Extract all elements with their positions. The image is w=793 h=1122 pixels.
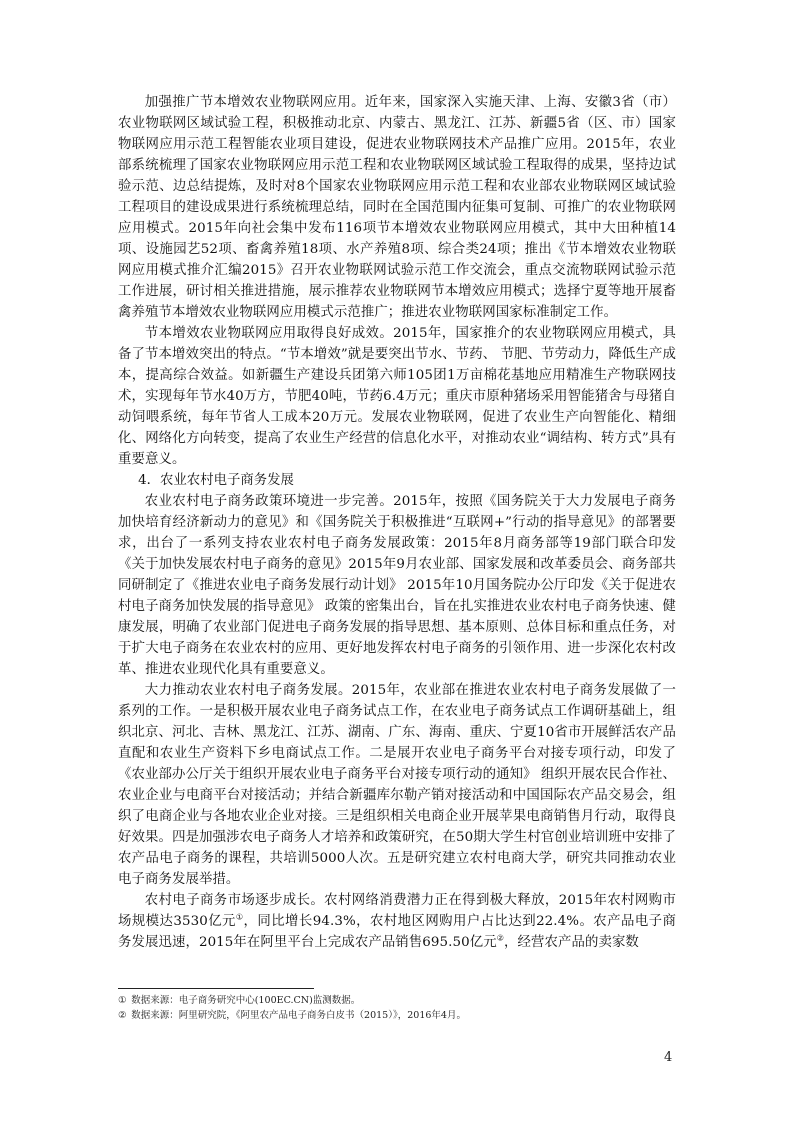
footnotes [118, 988, 676, 1023]
footnote-mark-2: ② [118, 1010, 127, 1021]
paragraph-iot-results: 节本增效农业物联网应用取得良好成效。2015年，国家推介的农业物联网应用模式，具备了节本增效突出的特点。“节本增效”就是要突出节水、节药、 节肥、节劳动力，降低生产成本，提高综合效益。如新疆生产建设兵团第六师105团1万亩棉花基地应用精准生产物联网技术，实现每年节水40万方，节肥40吨，节药6.4万元；重庆市原种猪场采用智能猪舍与母猪自动饲喂系统，每年节省人工成本20万元。发展农业物联网，促进了农业生产向智能化、精细化、网络化方向转变，提高了农业生产经营的信息化水平，对推动农业“调结构、转方式”具有重要意义。 [118, 326, 676, 467]
paragraph-ecommerce-policy: 农业农村电子商务政策环境进一步完善。2015年，按照《国务院关于大力发展电子商务加快培育经济新动力的意见》和《国务院关于积极推进“互联网+”行动的指导意见》的部署要求，出台了一系列支持农业农村电子商务发展政策：2015年8月商务部等19部门联合印发《关于加快发展农村电子商务的意见》2015年9月农业部、国家发展和改革委员会、商务部共同研制定了《推进农业电子商务发展行动计划》 2015年10月国务院办公厅印发《关于促进农村电子商务加快发展的指导意见》 政策的密集出台，旨在扎实推进农业农村电子商务快速、健康发展，明确了农业部门促进电子商务发展的指导思想、基本原则、总体目标和重点任务，对于扩大电子商务在农业农村的应用、更好地发挥农村电子商务的引领作用、进一步深化农村改革、推进农业现代化具有重要意义。 [118, 494, 676, 677]
paragraph-iot-promotion: 加强推广节本增效农业物联网应用。近年来，国家深入实施天津、上海、安徽3省（市）农业物联网区域试验工程，积极推动北京、内蒙古、黑龙江、江苏、新疆5省（区、市）国家物联网应用示范工程智能农业项目建设，促进农业物联网技术产品推广应用。2015年，农业部系统梳理了国家农业物联网应用示范工程和农业物联网区域试验工程取得的成果，坚持边试验示范、边总结提炼，及时对8个国家农业物联网应用示范工程和农业部农业物联网区域试验工程项目的建设成果进行系统梳理总结，同时在全国范围内征集可复制、可推广的农业物联网应用模式。2015年向社会集中发布116项节本增效农业物联网应用模式，其中大田种植14项、设施园艺52项、畜禽养殖18项、水产养殖8项、综合类24项；推出《节本增效农业物联网应用模式推介汇编2015》召开农业物联网试验示范工作交流会，重点交流物联网试验示范工作进展，研讨相关推进措施，展示推荐农业物联网节本增效应用模式；选择宁夏等地开展畜禽养殖节本增效农业物联网应用模式示范推广；推进农业物联网国家标准制定工作。 [118, 95, 676, 320]
footnote-2 [118, 1008, 676, 1023]
footnote-text-2: 数据来源：阿里研究院，《阿里农产品电子商务白皮书（2015）》，2016年4月。 [131, 1010, 466, 1021]
paragraph-ecommerce-promotion: 大力推动农业农村电子商务发展。2015年，农业部在推进农业农村电子商务发展做了一系列的工作。一是积极开展农业电子商务试点工作，在农业电子商务试点工作调研基础上，组织北京、河北、吉林、黑龙江、江苏、湖南、广东、海南、重庆、宁夏10省市开展鲜活农产品直配和农业生产资料下乡电商试点工作。二是展开农业电子商务平台对接专项行动，印发了《农业部办公厅关于组织开展农业电子商务平台对接专项行动的通知》 组织开展农民合作社、农业企业与电商平台对接活动；并结合新疆库尔勒产销对接活动和中国国际农产品交易会，组织了电商企业与各地农业企业对接。三是组织相关电商企业开展苹果电商销售月行动，取得良好效果。四是加强涉农电子商务人才培养和政策研究，在50期大学生村官创业培训班中安排了农产品电子商务的课程，共培训5000人次。五是研究建立农村电商大学，研究共同推动农业电子商务发展举措。 [118, 683, 676, 887]
paragraph-ecommerce-market [118, 890, 676, 953]
footnote-ref-2: ② [496, 933, 505, 943]
document-body [118, 92, 676, 953]
footnote-ref-1: ① [235, 912, 244, 922]
market-text-part3: ，经营农产品的卖家数 [504, 935, 639, 950]
footnote-divider [118, 988, 314, 989]
market-text-part1: 农村电子商务市场逐步成长。农村网络消费潜力正在得到极大释放，2015年农村网购市场规模达3530亿元 [118, 893, 676, 929]
footnote-text-1: 数据来源：电子商务研究中心(100EC.CN)监测数据。 [131, 995, 361, 1006]
footnote-mark-1: ① [118, 995, 127, 1006]
market-text-part2: ，同比增长94.3%，农村地区网购用户占比达到22.4%。农产品电子商务发展迅速，2015年在阿里平台上完成农产品销售695.50亿元 [118, 914, 676, 950]
footnote-1 [118, 993, 676, 1008]
page-number: 4 [664, 1050, 673, 1065]
section-heading-ecommerce: 4．农业农村电子商务发展 [138, 473, 294, 488]
